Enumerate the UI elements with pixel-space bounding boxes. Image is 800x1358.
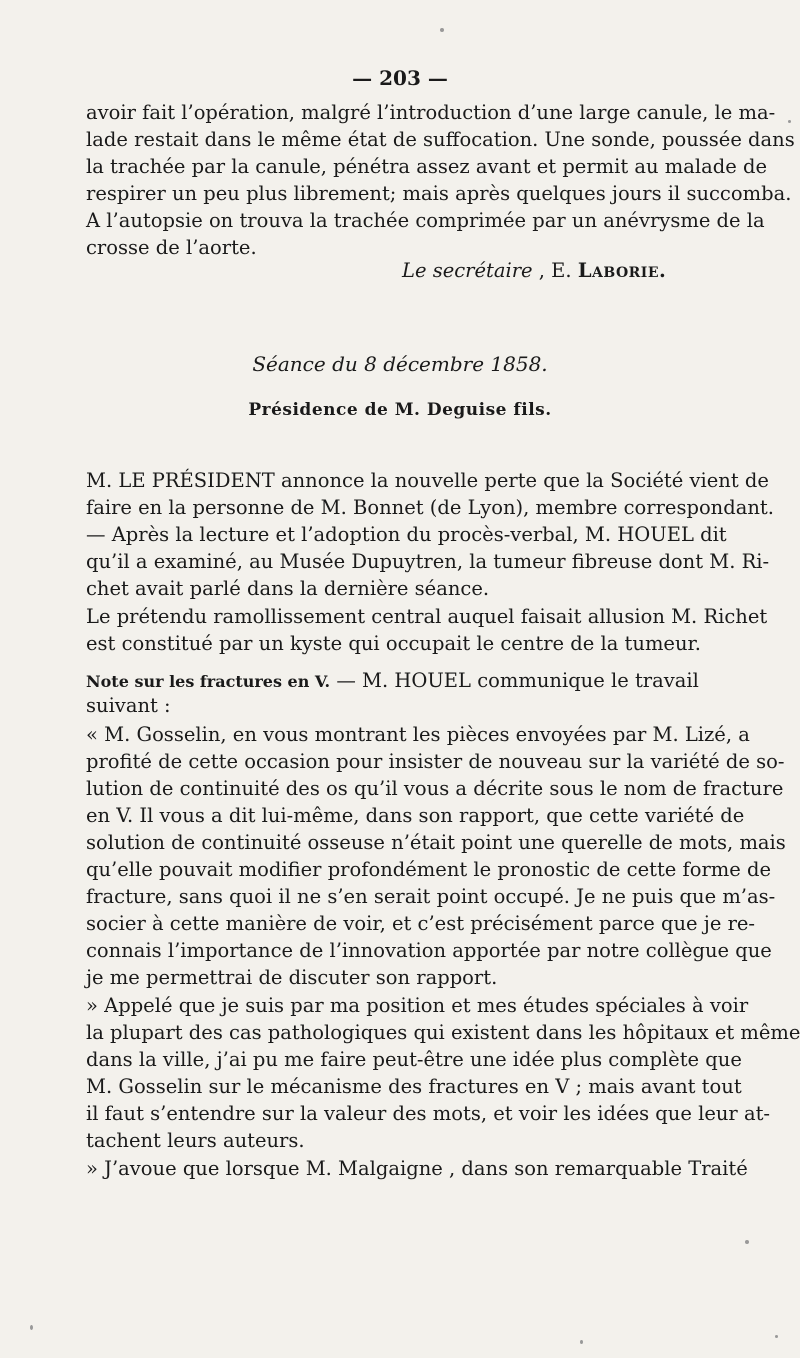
text-line: fracture, sans quoi il ne s’en serait point occupé. Je ne puis que m’as- xyxy=(86,885,776,908)
text-line: je me permettrai de discuter son rapport. xyxy=(86,966,498,989)
paper-speck xyxy=(788,120,791,123)
text-line: qu’elle pouvait modifier profondément le pronostic de cette forme de xyxy=(86,858,772,881)
text-line: socier à cette manière de voir, et c’est précisément parce que je re- xyxy=(86,912,756,935)
paper-speck xyxy=(580,1340,583,1344)
text-line: dans la ville, j’ai pu me faire peut-être une idée plus complète que xyxy=(86,1048,742,1071)
text-line: tachent leurs auteurs. xyxy=(86,1129,305,1152)
note-rest: — M. HOUEL communique le travail xyxy=(330,669,699,692)
text-line: « M. Gosselin, en vous montrant les pièces envoyées par M. Lizé, a xyxy=(86,723,750,746)
text-line: lution de continuité des os qu’il vous a décrite sous le nom de fracture xyxy=(86,777,784,800)
text-line: M. LE PRÉSIDENT annonce la nouvelle perte que la Société vient de xyxy=(86,469,769,492)
text-line: il faut s’entendre sur la valeur des mots, et voir les idées que leur at- xyxy=(86,1102,770,1125)
text-line: chet avait parlé dans la dernière séance. xyxy=(86,577,490,600)
signature xyxy=(402,258,666,284)
text-line: qu’il a examiné, au Musée Dupuytren, la tumeur fibreuse dont M. Ri- xyxy=(86,550,770,573)
signature-name: Laborie. xyxy=(577,259,667,282)
text-line: profité de cette occasion pour insister de nouveau sur la variété de so- xyxy=(86,750,785,773)
text-line: est constitué par un kyste qui occupait le centre de la tumeur. xyxy=(86,632,701,655)
text-line: A l’autopsie on trouva la trachée comprimée par un anévrysme de la xyxy=(86,209,765,232)
paper-speck xyxy=(745,1240,749,1244)
text-line: — Après la lecture et l’adoption du procès-verbal, M. HOUEL dit xyxy=(86,523,727,546)
text-line: crosse de l’aorte. xyxy=(86,236,257,259)
text-line: connais l’importance de l’innovation apportée par notre collègue que xyxy=(86,939,772,962)
paper-speck xyxy=(775,1335,778,1338)
seance-heading: Séance du 8 décembre 1858. xyxy=(252,352,548,376)
text-line: solution de continuité osseuse n’était point une querelle de mots, mais xyxy=(86,831,786,854)
page-number: — 203 — xyxy=(352,66,448,90)
text-line: la trachée par la canule, pénétra assez avant et permit au malade de xyxy=(86,155,768,178)
text-line: avoir fait l’opération, malgré l’introduction d’une large canule, le ma- xyxy=(86,101,776,124)
paper-speck xyxy=(440,28,444,32)
signature-separator: , E. xyxy=(532,259,578,282)
text-line: en V. Il vous a dit lui-même, dans son rapport, que cette variété de xyxy=(86,804,745,827)
text-line: la plupart des cas pathologiques qui existent dans les hôpitaux et même xyxy=(86,1021,800,1044)
paper-speck xyxy=(30,1325,33,1330)
text-line-final: » J’avoue que lorsque M. Malgaigne , dans son remarquable Traité xyxy=(86,1157,748,1180)
text-line: lade restait dans le même état de suffocation. Une sonde, poussée dans xyxy=(86,128,795,151)
text-line: respirer un peu plus librement; mais après quelques jours il succomba. xyxy=(86,182,792,205)
text-line: » Appelé que je suis par ma position et mes études spéciales à voir xyxy=(86,994,749,1017)
presidence-heading: Présidence de M. Deguise fils. xyxy=(248,400,552,420)
text-line: M. Gosselin sur le mécanisme des fractures en V ; mais avant tout xyxy=(86,1075,742,1098)
text-line: suivant : xyxy=(86,694,171,717)
signature-label: Le secrétaire xyxy=(402,259,533,282)
text-line: Le prétendu ramollissement central auquel faisait allusion M. Richet xyxy=(86,605,768,628)
text-line: faire en la personne de M. Bonnet (de Lyon), membre correspondant. xyxy=(86,496,774,519)
note-title: Note sur les fractures en V. xyxy=(86,672,331,691)
note-line xyxy=(86,668,700,695)
